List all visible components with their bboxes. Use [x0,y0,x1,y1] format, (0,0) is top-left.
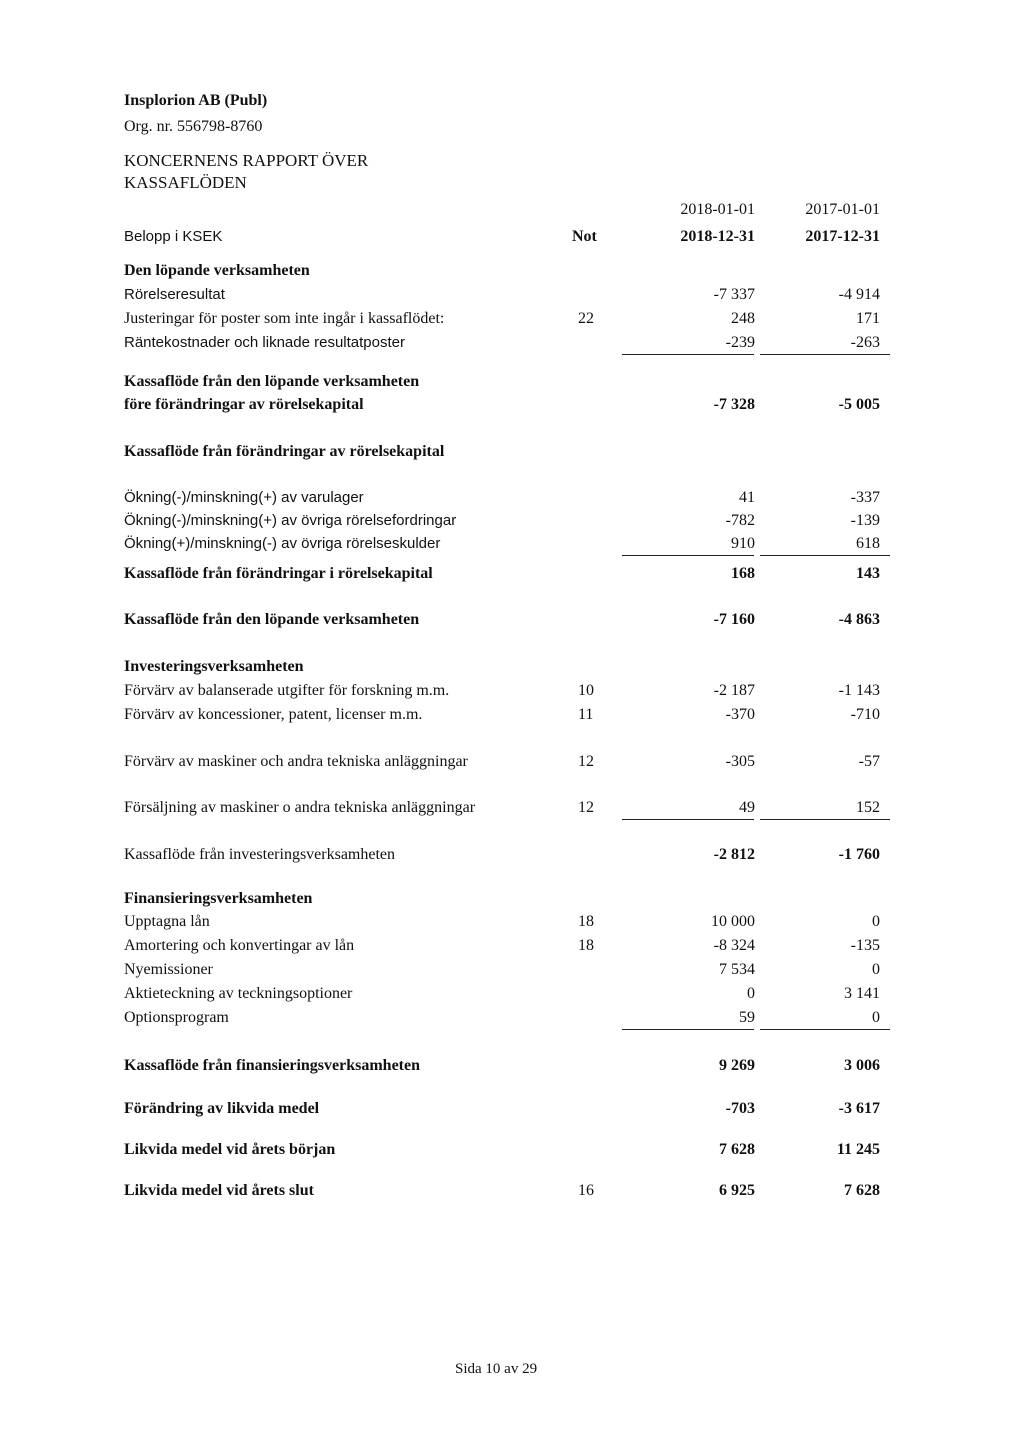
company-name: Insplorion AB (Publ) [124,92,268,109]
row-value-2018: -7 337 [713,286,755,303]
row-value-2018: -239 [725,334,755,351]
row-label: Optionsprogram [124,1009,229,1026]
sum-rule [760,1029,890,1030]
row-label: Aktieteckning av teckningsoptioner [124,985,353,1002]
investing-heading: Investeringsverksamheten [124,658,304,675]
period1-end: 2018-12-31 [680,228,755,245]
row-label: Amortering och konvertingar av lån [124,937,355,954]
row-label: Nyemissioner [124,961,213,978]
row-value-2017: 171 [856,310,880,327]
sum-rule [760,819,890,820]
row-value-2018: -305 [725,753,755,770]
row-value-2018: 10 000 [711,913,755,930]
row-value-2017: -139 [850,512,880,529]
operating-subtotal-label-line1: Kassaflöde från den löpande verksamheten [124,373,420,390]
report-title-line2: KASSAFLÖDEN [124,173,247,192]
period2-start: 2017-01-01 [805,201,880,218]
operating-subtotal-label-line2: före förändringar av rörelsekapital [124,396,364,413]
row-label: Ökning(-)/minskning(+) av varulager [124,489,364,506]
summary-label: Likvida medel vid årets början [124,1141,336,1158]
row-value-2018: 910 [731,535,755,552]
working-capital-total-label: Kassaflöde från förändringar i rörelsekapital [124,565,433,582]
row-label: Förvärv av koncessioner, patent, licenser m.m. [124,706,423,723]
row-value-2018: -782 [725,512,755,529]
row-label: Ökning(-)/minskning(+) av övriga rörelsefordringar [124,512,457,529]
summary-value-2018: 7 628 [719,1141,755,1158]
financing-total-2018: 9 269 [719,1057,755,1074]
row-value-2018: 49 [739,799,755,816]
row-value-2017: 618 [856,535,880,552]
row-value-2017: -337 [850,489,880,506]
row-value-2018: 0 [747,985,755,1002]
row-label: Ökning(+)/minskning(-) av övriga rörelseskulder [124,535,441,552]
row-value-2017: 0 [872,913,880,930]
investing-total-2017: -1 760 [838,846,880,863]
operating-subtotal-2018: -7 328 [713,396,755,413]
row-note: 12 [578,753,594,770]
row-label: Justeringar för poster som inte ingår i kassaflödet: [124,310,445,327]
sum-rule [622,555,754,556]
period2-end: 2017-12-31 [805,228,880,245]
financing-total-2017: 3 006 [844,1057,880,1074]
row-value-2017: -4 914 [838,286,880,303]
row-value-2017: -263 [850,334,880,351]
row-value-2017: -57 [858,753,880,770]
financing-heading: Finansieringsverksamheten [124,890,313,907]
row-value-2017: -135 [850,937,880,954]
summary-value-2018: -703 [725,1100,755,1117]
row-note: 10 [578,682,594,699]
row-value-2017: -710 [850,706,880,723]
operating-subtotal-2017: -5 005 [838,396,880,413]
row-value-2017: 152 [856,799,880,816]
sum-rule [622,819,754,820]
row-label: Rörelseresultat [124,286,225,303]
row-value-2017: 3 141 [844,985,880,1002]
row-note: 11 [578,706,594,723]
page-number: Sida 10 av 29 [455,1361,538,1377]
row-note: 18 [578,937,594,954]
row-value-2018: -8 324 [713,937,755,954]
working-capital-total-2018: 168 [731,565,755,582]
row-note: 22 [578,310,594,327]
summary-value-2018: 6 925 [719,1182,755,1199]
row-value-2018: -2 187 [713,682,755,699]
working-capital-total-2017: 143 [856,565,880,582]
note-column-header: Not [572,228,597,245]
summary-label: Likvida medel vid årets slut [124,1182,314,1199]
sum-rule [622,1029,754,1030]
row-note: 16 [578,1182,594,1199]
sum-rule [622,354,754,355]
period1-start: 2018-01-01 [680,201,755,218]
investing-total-2018: -2 812 [713,846,755,863]
sum-rule [760,354,890,355]
row-value-2018: 7 534 [719,961,755,978]
operating-total-label: Kassaflöde från den löpande verksamheten [124,611,420,628]
row-note: 12 [578,799,594,816]
row-label: Förvärv av balanserade utgifter för forskning m.m. [124,682,450,699]
amount-unit-label: Belopp i KSEK [124,228,223,245]
row-value-2017: 0 [872,961,880,978]
working-capital-heading: Kassaflöde från förändringar av rörelsekapital [124,443,445,460]
summary-value-2017: 11 245 [836,1141,880,1158]
row-label: Förvärv av maskiner och andra tekniska anläggningar [124,753,468,770]
operating-total-2018: -7 160 [713,611,755,628]
report-title-line1: KONCERNENS RAPPORT ÖVER [124,151,369,170]
operating-total-2017: -4 863 [838,611,880,628]
row-value-2018: 59 [739,1009,755,1026]
row-label: Försäljning av maskiner o andra tekniska anläggningar [124,799,476,816]
row-value-2018: 41 [739,489,755,506]
operating-heading: Den löpande verksamheten [124,262,310,279]
row-value-2018: -370 [725,706,755,723]
row-value-2017: -1 143 [838,682,880,699]
row-value-2017: 0 [872,1009,880,1026]
summary-value-2017: -3 617 [838,1100,880,1117]
investing-total-label: Kassaflöde från investeringsverksamheten [124,846,396,863]
row-value-2018: 248 [731,310,755,327]
org-number: Org. nr. 556798-8760 [124,118,263,135]
row-note: 18 [578,913,594,930]
sum-rule [760,555,890,556]
summary-label: Förändring av likvida medel [124,1100,320,1117]
row-label: Upptagna lån [124,913,210,930]
row-label: Räntekostnader och liknade resultatposter [124,334,406,351]
financing-total-label: Kassaflöde från finansieringsverksamheten [124,1057,420,1074]
summary-value-2017: 7 628 [844,1182,880,1199]
